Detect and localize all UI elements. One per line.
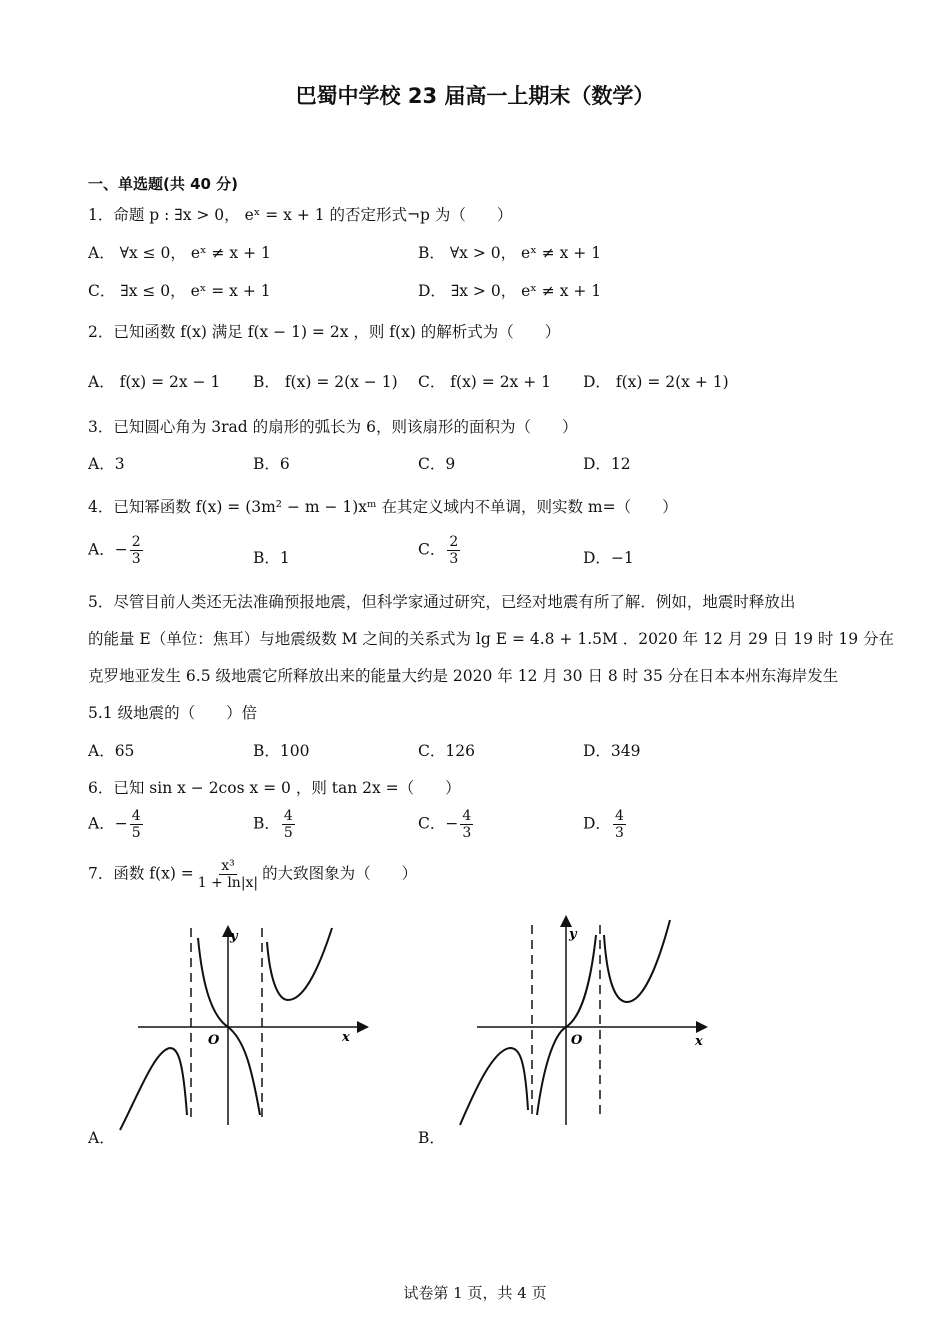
q2-option-b: B． f(x) = 2(x − 1) <box>253 373 398 391</box>
q5-option-b: B．100 <box>253 742 310 760</box>
q3-option-c: C．9 <box>418 455 456 473</box>
q4-option-b <box>253 546 290 568</box>
q4-option-a <box>88 534 145 567</box>
q2-option-a: A． f(x) = 2x − 1 <box>88 373 221 391</box>
question-6-stem: 6．已知 sin x − 2cos x = 0 ，则 tan 2x =（ ） <box>88 779 461 797</box>
denominator: 5 <box>283 825 293 842</box>
denominator: 5 <box>131 825 141 842</box>
denominator: 3 <box>462 825 472 842</box>
y-axis-label: y <box>569 927 577 942</box>
numerator: 2 <box>449 534 459 550</box>
graph-b <box>455 910 725 1130</box>
q7-option-a: A． <box>88 1129 115 1147</box>
stem-suffix: 的大致图象为（ ） <box>262 864 418 883</box>
question-4-stem: 4．已知幂函数 f(x) = (3m² − m − 1)xᵐ 在其定义域内不单调，则实数 m=（ ） <box>88 498 678 516</box>
fraction <box>130 808 143 841</box>
denominator: 3 <box>614 825 624 842</box>
option-label: C． <box>418 814 446 833</box>
option-text: 1 <box>279 549 290 567</box>
denominator: 3 <box>131 551 141 568</box>
option-label: A． <box>88 540 115 559</box>
fraction <box>613 808 626 841</box>
question-3-stem: 3．已知圆心角为 3rad 的扇形的弧长为 6，则该扇形的面积为（ ） <box>88 418 578 436</box>
numerator: 4 <box>131 808 141 824</box>
q4-option-c <box>418 534 462 567</box>
numerator: 2 <box>131 534 141 550</box>
q6-option-c <box>418 808 475 841</box>
option-text: −1 <box>610 549 634 567</box>
curve-left-branch <box>120 1048 187 1130</box>
curve-right-branch <box>604 920 670 1002</box>
fraction <box>196 858 260 891</box>
q1-option-d: D． ∃x > 0， eˣ ≠ x + 1 <box>418 282 602 300</box>
fraction <box>130 534 143 567</box>
question-5-line-1: 5．尽管目前人类还无法准确预报地震，但科学家通过研究，已经对地震有所了解．例如，地震时释放出 <box>88 593 796 611</box>
q6-option-b <box>253 808 297 841</box>
fraction <box>460 808 473 841</box>
curve-left-branch <box>460 1048 528 1125</box>
origin-label: O <box>208 1033 220 1048</box>
option-label: D． <box>583 549 611 567</box>
q1-option-c: C． ∃x ≤ 0， eˣ = x + 1 <box>88 282 271 300</box>
question-5-line-3: 克罗地亚发生 6.5 级地震它所释放出来的能量大约是 2020 年 12 月 30 日 8 时 35 分在日本本州东海岸发生 <box>88 667 839 685</box>
numerator: 4 <box>283 808 293 824</box>
q2-option-c: C． f(x) = 2x + 1 <box>418 373 552 391</box>
origin-label: O <box>571 1033 583 1048</box>
option-sign: − <box>114 814 128 833</box>
question-5-line-4: 5.1 级地震的（ ）倍 <box>88 704 258 722</box>
fraction <box>282 808 295 841</box>
numerator: x³ <box>221 858 235 874</box>
q7-option-b: B． <box>418 1129 445 1147</box>
page-title: 巴蜀中学校 23 届高一上期末（数学） <box>295 84 655 108</box>
x-axis-label: x <box>695 1034 703 1049</box>
option-label: D． <box>583 814 611 833</box>
curve-right-branch <box>267 928 332 1000</box>
option-label: B． <box>253 814 280 833</box>
q3-option-b: B．6 <box>253 455 290 473</box>
stem-prefix: 7．函数 f(x) = <box>88 864 194 883</box>
q6-option-d <box>583 808 628 841</box>
y-axis-label: y <box>230 929 238 944</box>
q1-option-a: A． ∀x ≤ 0， eˣ ≠ x + 1 <box>88 244 271 262</box>
q5-option-a: A．65 <box>88 742 135 760</box>
fraction <box>447 534 460 567</box>
q3-option-d: D．12 <box>583 455 631 473</box>
q2-option-d: D． f(x) = 2(x + 1) <box>583 373 729 391</box>
option-label: B． <box>253 549 280 567</box>
page-footer: 试卷第 1 页，共 4 页 <box>403 1284 547 1302</box>
numerator: 4 <box>462 808 472 824</box>
question-7-stem <box>88 858 417 891</box>
graph-a <box>110 920 380 1140</box>
q5-option-c: C．126 <box>418 742 475 760</box>
option-sign: − <box>114 540 128 559</box>
option-label: A． <box>88 814 115 833</box>
question-1-stem: 1．命题 p : ∃x > 0， eˣ = x + 1 的否定形式¬p 为（ ） <box>88 206 513 224</box>
question-5-line-2: 的能量 E（单位：焦耳）与地震级数 M 之间的关系式为 lg E = 4.8 + 1.5M ．2020 年 12 月 29 日 19 时 19 分在 <box>88 630 894 648</box>
q1-option-b: B． ∀x > 0， eˣ ≠ x + 1 <box>418 244 602 262</box>
q3-option-a: A．3 <box>88 455 125 473</box>
denominator: 1 + ln|x| <box>197 875 259 892</box>
question-2-stem: 2．已知函数 f(x) 满足 f(x − 1) = 2x ，则 f(x) 的解析式为（ ） <box>88 323 561 341</box>
q5-option-d: D．349 <box>583 742 641 760</box>
x-axis-label: x <box>342 1030 350 1045</box>
option-label: C． <box>418 540 446 559</box>
q4-option-d <box>583 546 634 568</box>
denominator: 3 <box>449 551 459 568</box>
option-sign: − <box>445 814 459 833</box>
numerator: 4 <box>614 808 624 824</box>
q6-option-a <box>88 808 145 841</box>
section-heading: 一、单选题(共 40 分) <box>88 175 239 193</box>
